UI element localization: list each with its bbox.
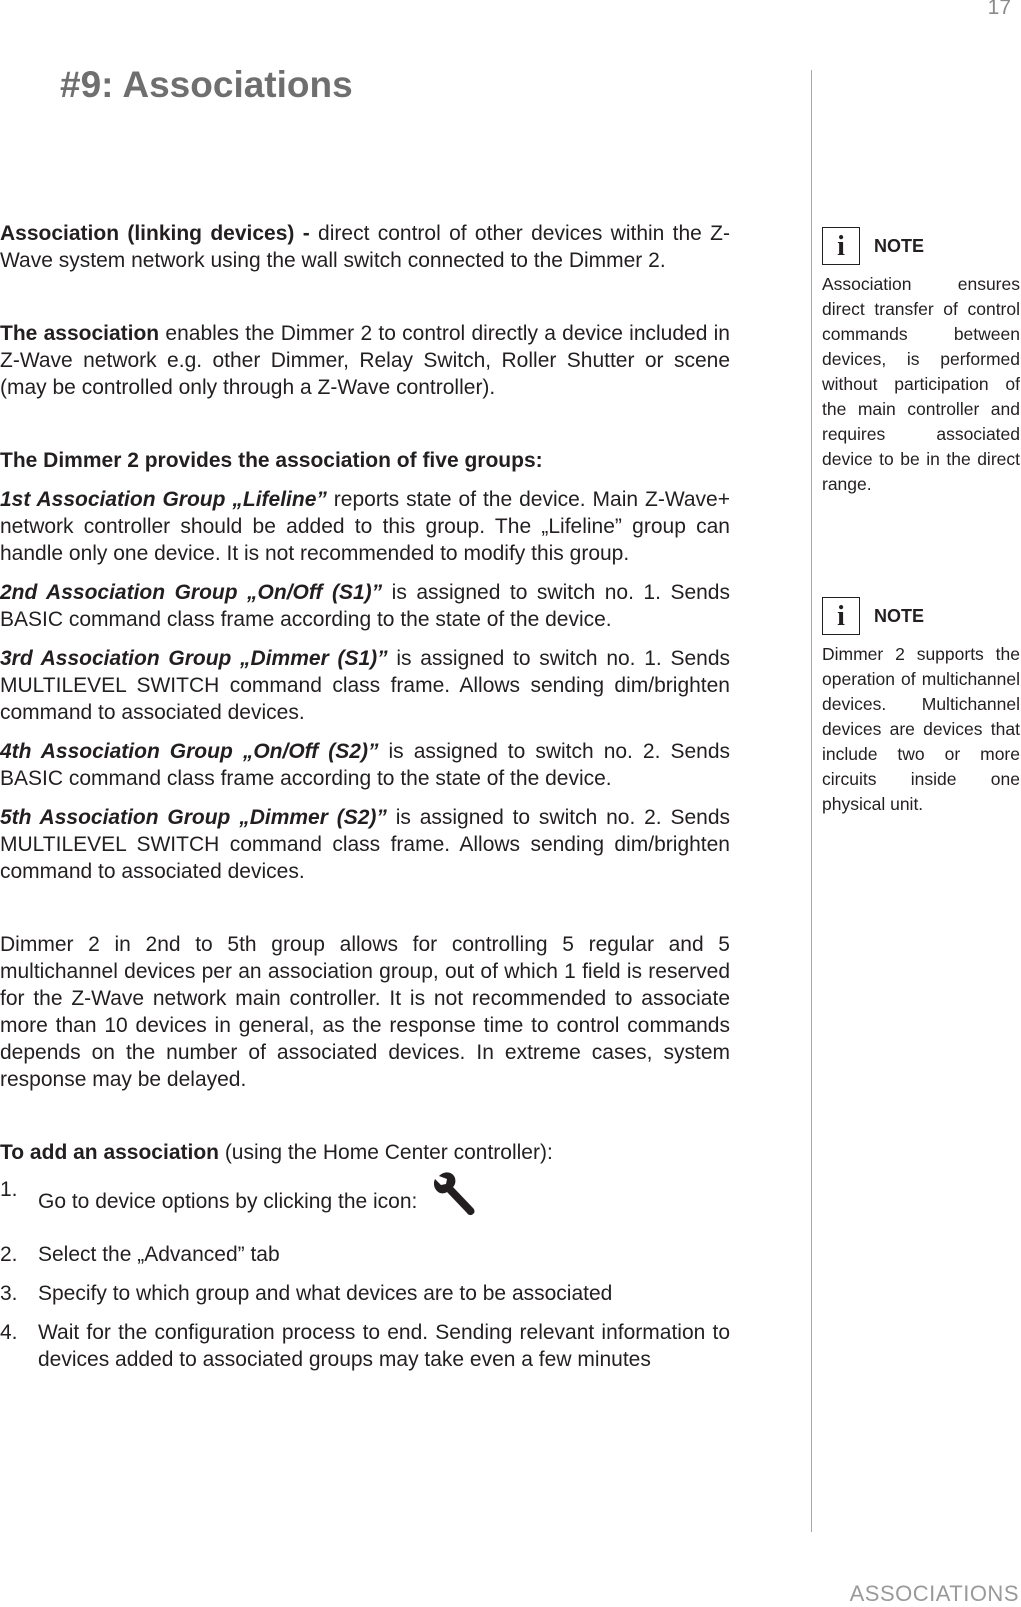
group-4-paragraph: [0, 738, 730, 792]
page-title: #9: Associations: [60, 64, 353, 105]
step-item: [0, 1241, 730, 1268]
info-icon: i: [822, 227, 860, 265]
step-number: 2.: [0, 1243, 18, 1266]
note-text: Association ensures direct transfer of control commands between devices, is performed without participation of the main controller and requires associated device to be in the direct range.: [822, 274, 1020, 494]
intro-paragraph: [0, 220, 730, 274]
group-1-paragraph: [0, 486, 730, 567]
step-item: [0, 1176, 730, 1229]
groups-heading-text: The Dimmer 2 provides the association of five groups:: [0, 449, 543, 472]
note-box: [822, 596, 1020, 817]
group-5-text: is assigned to switch no. 2. Sends MULTILEVEL SWITCH command class frame. Allows sending dim/brighten command to associated devices.: [0, 806, 730, 883]
main-column: [0, 220, 730, 1385]
association-text: enables the Dimmer 2 to control directly a device included in Z-Wave network e.g. other Dimmer, Relay Switch, Roller Shutter or scene (may be controlled only through a Z-Wave controller).: [0, 322, 730, 399]
note-header: [822, 226, 1020, 266]
note-header: [822, 596, 1020, 636]
intro-text: direct control of other devices within the Z-Wave system network using the wall switch connected to the Dimmer 2.: [0, 222, 731, 272]
steps-list: [0, 1176, 730, 1373]
step-text: Go to device options by clicking the icon:: [38, 1190, 418, 1214]
group-1-name: 1st Association Group „Lifeline”: [0, 488, 327, 511]
group-3-paragraph: [0, 645, 730, 726]
note-box: [822, 226, 1020, 497]
group-4-text: is assigned to switch no. 2. Sends BASIC command class frame according to the state of the device.: [0, 740, 730, 790]
group-2-text: is assigned to switch no. 1. Sends BASIC command class frame according to the state of the device.: [0, 581, 730, 631]
section-footer: ASSOCIATIONS: [849, 1581, 1019, 1606]
group-5-name: 5th Association Group „Dimmer (S2)”: [0, 806, 387, 829]
step-item: [0, 1319, 730, 1373]
step-text: Select the „Advanced” tab: [38, 1243, 280, 1266]
group-2-paragraph: [0, 579, 730, 633]
group-2-name: 2nd Association Group „On/Off (S1)”: [0, 581, 383, 604]
step-item: [0, 1280, 730, 1307]
association-paragraph: [0, 320, 730, 401]
group-3-text: is assigned to switch no. 1. Sends MULTILEVEL SWITCH command class frame. Allows sending dim/brighten command to associated devices.: [0, 647, 730, 724]
groups-heading: [0, 447, 730, 474]
step-text: Specify to which group and what devices are to be associated: [38, 1282, 613, 1305]
step-number: 3.: [0, 1282, 18, 1305]
step-number: 1.: [0, 1178, 18, 1201]
group-3-name: 3rd Association Group „Dimmer (S1)”: [0, 647, 388, 670]
add-text: (using the Home Center controller):: [218, 1141, 553, 1164]
info-icon: i: [822, 597, 860, 635]
note-label: NOTE: [874, 605, 925, 626]
group-1-text: reports state of the device. Main Z-Wave+ network controller should be added to this group. The „Lifeline” group can handle only one device. It is not recommended to modify this group.: [0, 488, 730, 565]
page-number: 17: [987, 0, 1011, 19]
add-lead: To add an association: [0, 1141, 219, 1164]
note-text: Dimmer 2 supports the operation of multichannel devices. Multichannel devices are devices that include two or more circuits inside one physical unit.: [822, 644, 1020, 814]
wrench-icon: [433, 1170, 477, 1223]
group-5-paragraph: [0, 804, 730, 885]
association-lead: The association: [0, 322, 160, 345]
note-label: NOTE: [874, 235, 925, 256]
add-association-heading: [0, 1139, 730, 1166]
step-text: Wait for the configuration process to end. Sending relevant information to devices added to associated groups may take even a few minutes: [38, 1321, 730, 1371]
limits-paragraph: Dimmer 2 in 2nd to 5th group allows for controlling 5 regular and 5 multichannel devices per an association group, out of which 1 field is reserved for the Z-Wave network main controller. It is not recommended to associate more than 10 devices in general, as the response time to control commands depends on the number of associated devices. In extreme cases, system response may be delayed.: [0, 933, 730, 1091]
group-4-name: 4th Association Group „On/Off (S2)”: [0, 740, 379, 763]
intro-lead: Association (linking devices) -: [0, 222, 310, 245]
step-number: 4.: [0, 1321, 18, 1344]
column-divider: [811, 70, 812, 1532]
